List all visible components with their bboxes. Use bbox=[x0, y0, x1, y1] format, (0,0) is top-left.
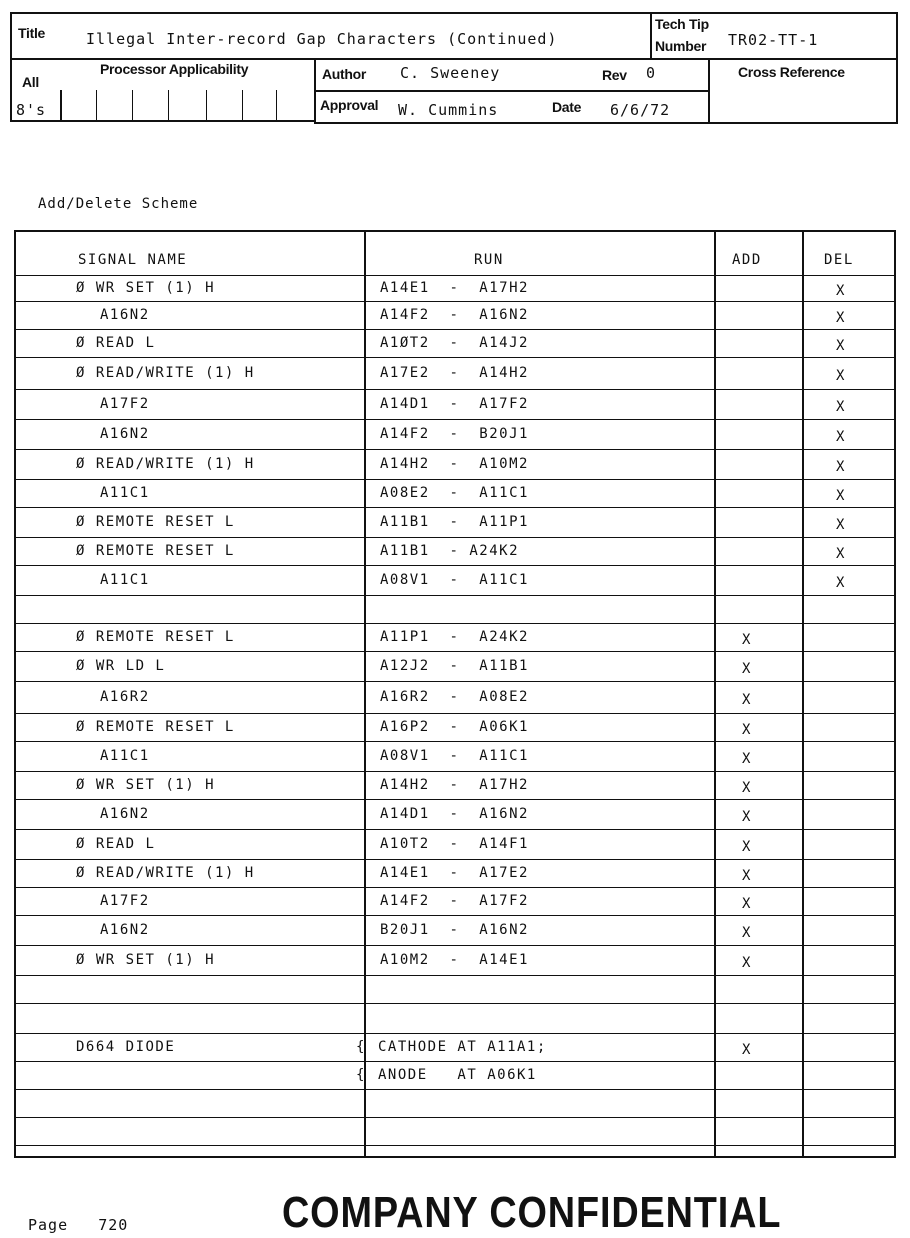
tech-tip-number-label: Number bbox=[655, 38, 707, 54]
column-header-del: DEL bbox=[824, 252, 854, 268]
del-mark: X bbox=[836, 517, 846, 533]
add-mark: X bbox=[742, 661, 752, 677]
page-number: 720 bbox=[98, 1216, 129, 1234]
signal-name-cell: Ø READ/WRITE (1) H bbox=[76, 365, 255, 381]
run-cell: A11P1 - A24K2 bbox=[380, 629, 529, 645]
document-header bbox=[10, 12, 898, 124]
run-cell: A14D1 - A16N2 bbox=[380, 806, 529, 822]
add-mark: X bbox=[742, 868, 752, 884]
run-cell: A14F2 - B20J1 bbox=[380, 426, 529, 442]
add-mark: X bbox=[742, 809, 752, 825]
table-row bbox=[16, 976, 894, 1004]
table-row bbox=[16, 302, 894, 330]
table-row bbox=[16, 800, 894, 830]
column-header-signal-name: SIGNAL NAME bbox=[78, 252, 188, 268]
rev-value: 0 bbox=[646, 64, 657, 82]
brace-mark: { bbox=[356, 1039, 366, 1055]
signal-name-cell: A11C1 bbox=[100, 485, 150, 501]
table-row bbox=[16, 420, 894, 450]
run-cell: A14F2 - A17F2 bbox=[380, 893, 529, 909]
table-row bbox=[16, 624, 894, 652]
run-cell: ANODE AT A06K1 bbox=[378, 1067, 537, 1083]
cross-reference-label: Cross Reference bbox=[738, 64, 845, 80]
run-cell: A14H2 - A10M2 bbox=[380, 456, 529, 472]
signal-name-cell: A16N2 bbox=[100, 426, 150, 442]
run-cell: A14D1 - A17F2 bbox=[380, 396, 529, 412]
table-row bbox=[16, 1004, 894, 1034]
signal-name-cell: A11C1 bbox=[100, 572, 150, 588]
run-cell: A12J2 - A11B1 bbox=[380, 658, 529, 674]
approval-label: Approval bbox=[320, 97, 379, 113]
run-cell: A08E2 - A11C1 bbox=[380, 485, 529, 501]
title-value: Illegal Inter-record Gap Characters (Continued) bbox=[86, 30, 558, 48]
applicability-tick bbox=[206, 90, 207, 122]
del-mark: X bbox=[836, 575, 846, 591]
del-mark: X bbox=[836, 488, 846, 504]
applicability-tick bbox=[132, 90, 133, 122]
processor-applicability-label: Processor Applicability bbox=[100, 61, 249, 77]
add-mark: X bbox=[742, 632, 752, 648]
tech-tip-label: Tech Tip bbox=[655, 16, 709, 32]
table-row bbox=[16, 714, 894, 742]
table-row bbox=[16, 1034, 894, 1062]
page-footer bbox=[28, 1216, 128, 1234]
run-cell: CATHODE AT A11A1; bbox=[378, 1039, 547, 1055]
run-cell: A11B1 - A24K2 bbox=[380, 543, 520, 559]
del-mark: X bbox=[836, 310, 846, 326]
add-mark: X bbox=[742, 722, 752, 738]
table-row bbox=[16, 860, 894, 888]
signal-name-cell: Ø REMOTE RESET L bbox=[76, 514, 235, 530]
table-row bbox=[16, 830, 894, 860]
run-cell: A08V1 - A11C1 bbox=[380, 572, 529, 588]
signal-name-cell: A16R2 bbox=[100, 689, 150, 705]
signal-name-cell: A17F2 bbox=[100, 396, 150, 412]
column-header-add: ADD bbox=[732, 252, 762, 268]
signal-name-cell: Ø REMOTE RESET L bbox=[76, 543, 235, 559]
run-cell: A14E1 - A17E2 bbox=[380, 865, 529, 881]
signal-name-cell: Ø READ L bbox=[76, 335, 156, 351]
signal-name-cell: A16N2 bbox=[100, 307, 150, 323]
del-mark: X bbox=[836, 368, 846, 384]
table-row bbox=[16, 276, 894, 302]
table-row bbox=[16, 1118, 894, 1146]
table-row bbox=[16, 888, 894, 916]
approval-value: W. Cummins bbox=[398, 101, 499, 119]
page-label: Page bbox=[28, 1216, 69, 1234]
date-value: 6/6/72 bbox=[610, 101, 671, 119]
signal-name-cell: A16N2 bbox=[100, 922, 150, 938]
date-label: Date bbox=[552, 99, 582, 115]
table-row bbox=[16, 330, 894, 358]
run-cell: A11B1 - A11P1 bbox=[380, 514, 529, 530]
run-cell: A16R2 - A08E2 bbox=[380, 689, 529, 705]
del-mark: X bbox=[836, 399, 846, 415]
table-row bbox=[16, 1062, 894, 1090]
signal-name-cell: A11C1 bbox=[100, 748, 150, 764]
title-label: Title bbox=[18, 25, 46, 41]
run-cell: A10T2 - A14F1 bbox=[380, 836, 529, 852]
add-mark: X bbox=[742, 896, 752, 912]
table-row bbox=[16, 358, 894, 390]
table-row bbox=[16, 480, 894, 508]
signal-name-cell: Ø WR SET (1) H bbox=[76, 280, 216, 296]
run-cell: A14F2 - A16N2 bbox=[380, 307, 529, 323]
table-row bbox=[16, 450, 894, 480]
table-header-row bbox=[16, 232, 894, 276]
applicability-tick bbox=[96, 90, 97, 122]
del-mark: X bbox=[836, 459, 846, 475]
signal-name-cell: Ø WR SET (1) H bbox=[76, 777, 216, 793]
author-label: Author bbox=[322, 66, 367, 82]
table-row bbox=[16, 916, 894, 946]
signal-name-cell: Ø READ L bbox=[76, 836, 156, 852]
add-mark: X bbox=[742, 1042, 752, 1058]
table-row bbox=[16, 742, 894, 772]
run-cell: B20J1 - A16N2 bbox=[380, 922, 529, 938]
tech-tip-value: TR02-TT-1 bbox=[728, 31, 819, 49]
add-mark: X bbox=[742, 692, 752, 708]
table-row bbox=[16, 508, 894, 538]
del-mark: X bbox=[836, 546, 846, 562]
table-row bbox=[16, 566, 894, 596]
run-cell: A14H2 - A17H2 bbox=[380, 777, 529, 793]
del-mark: X bbox=[836, 338, 846, 354]
table-row bbox=[16, 652, 894, 682]
rev-label: Rev bbox=[602, 67, 627, 83]
add-mark: X bbox=[742, 925, 752, 941]
run-cell: A08V1 - A11C1 bbox=[380, 748, 529, 764]
signal-name-cell: Ø READ/WRITE (1) H bbox=[76, 865, 255, 881]
run-cell: A1ØT2 - A14J2 bbox=[380, 335, 529, 351]
add-mark: X bbox=[742, 955, 752, 971]
run-cell: A10M2 - A14E1 bbox=[380, 952, 529, 968]
add-mark: X bbox=[742, 839, 752, 855]
table-row bbox=[16, 390, 894, 420]
del-mark: X bbox=[836, 429, 846, 445]
table-row bbox=[16, 946, 894, 976]
add-delete-table bbox=[14, 230, 896, 1158]
add-mark: X bbox=[742, 780, 752, 796]
applicability-tick bbox=[276, 90, 277, 122]
applicability-divider bbox=[60, 90, 62, 122]
table-row bbox=[16, 682, 894, 714]
author-value: C. Sweeney bbox=[400, 64, 501, 82]
run-cell: A16P2 - A06K1 bbox=[380, 719, 529, 735]
signal-name-cell: D664 DIODE bbox=[76, 1039, 176, 1055]
applicability-tick bbox=[168, 90, 169, 122]
add-mark: X bbox=[742, 751, 752, 767]
all-label: All bbox=[22, 74, 39, 90]
brace-mark: { bbox=[356, 1067, 366, 1083]
column-header-run: RUN bbox=[474, 252, 504, 268]
table-row bbox=[16, 538, 894, 566]
del-mark: X bbox=[836, 283, 846, 299]
signal-name-cell: A17F2 bbox=[100, 893, 150, 909]
signal-name-cell: Ø WR SET (1) H bbox=[76, 952, 216, 968]
signal-name-cell: Ø WR LD L bbox=[76, 658, 166, 674]
signal-name-cell: A16N2 bbox=[100, 806, 150, 822]
section-title: Add/Delete Scheme bbox=[38, 196, 199, 212]
table-row bbox=[16, 772, 894, 800]
applicability-tick bbox=[242, 90, 243, 122]
signal-name-cell: Ø REMOTE RESET L bbox=[76, 629, 235, 645]
run-cell: A14E1 - A17H2 bbox=[380, 280, 529, 296]
table-row bbox=[16, 596, 894, 624]
confidential-stamp bbox=[282, 1186, 782, 1238]
table-row bbox=[16, 1090, 894, 1118]
run-cell: A17E2 - A14H2 bbox=[380, 365, 529, 381]
eights-label: 8's bbox=[16, 101, 47, 119]
confidential-stamp-text: COMPANY CONFIDENTIAL bbox=[282, 1188, 782, 1237]
signal-name-cell: Ø READ/WRITE (1) H bbox=[76, 456, 255, 472]
signal-name-cell: Ø REMOTE RESET L bbox=[76, 719, 235, 735]
